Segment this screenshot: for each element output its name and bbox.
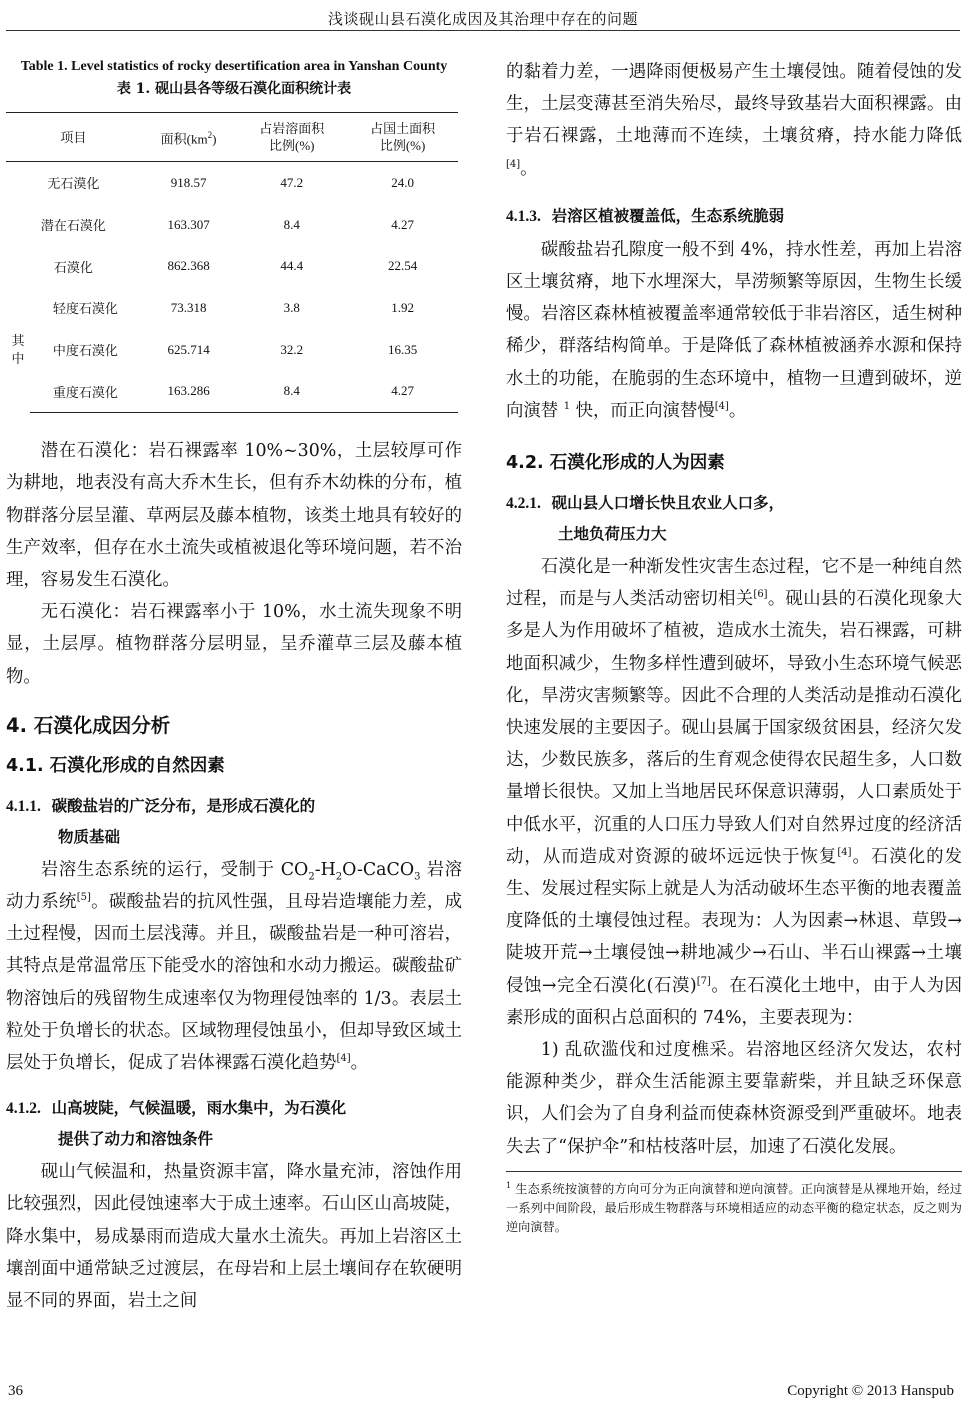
section-heading-4-1-2: 4.1.2. 山高坡陡，气候温暖，雨水集中，为石漠化 提供了动力和溶蚀条件: [6, 1099, 347, 1149]
header-karst-ratio: 占岩溶面积 比例(%): [236, 113, 347, 162]
paragraph-4-2-1: 石漠化是一种渐发性灾害生态过程，它不是一种纯自然过程，而是与人类活动密切相关[6]。砚山县的石漠化现象大多是人为作用破坏了植被，造成水土流失，岩石裸露，可耕地面积减少，生物多样性遭到破坏，导致小生态环境气候恶化，旱涝灾害频繁等。因此不合理的人类活动是推动石漠化快速发展的主要因子。砚山县属于国家级贫困县，经济欠发达，少数民族多，落后的生育观念使得农民超生多，人口数量增长很快。又加上当地居民环保意识薄弱，人口素质处于中低水平，沉重的人口压力导致人们对自然界过度的经济活动，从而造成对资源的破坏远远快于恢复[4]。石漠化的发生、发展过程实际上就是人为活动破坏生态平衡的地表覆盖度降低的土壤侵蚀过程。表现为：人为因素→林退、草毁→陡坡开荒→土壤侵蚀→耕地减少→石山、半石山裸露→土壤侵蚀→完全石漠化(石漠)[7]。在石漠化土地中，由于人为因素形成的面积占总面积的 74%，主要表现为：: [506, 557, 962, 1028]
table-row: 其 中 轻度石漠化 73.318 3.8 1.92: [6, 287, 458, 329]
table-row: 重度石漠化 163.286 8.4 4.27: [6, 370, 458, 412]
table-row: 石漠化 862.368 44.4 22.54: [53, 258, 418, 275]
paragraph-continuation: 的黏着力差，一遇降雨便极易产生土壤侵蚀。随着侵蚀的发生，土层变薄甚至消失殆尽，最终导致基岩大面积裸露。由于岩石裸露，土地薄而不连续，土壤贫瘠，持水能力降低[4]。: [506, 62, 962, 179]
page-number: 36: [8, 1383, 23, 1399]
left-column: [6, 42, 462, 1317]
table-row: 中度石漠化 625.714 32.2 16.35: [52, 341, 418, 359]
section-heading-4-1-3: 4.1.3. 岩溶区植被覆盖低，生态系统脆弱: [506, 206, 785, 225]
header-rule: [6, 30, 960, 31]
section-heading-4-2: 4.2. 石漠化形成的人为因素: [506, 453, 725, 474]
right-column: [506, 42, 962, 1237]
paragraph-4-1-2: 砚山气候温和，热量资源丰富，降水量充沛，溶蚀作用比较强烈，因此侵蚀速率大于成土速率。石山区山高坡陡，降水集中，易成暴雨而造成大量水土流失。再加上岩溶区土壤剖面中通常缺乏过渡层，在母岩和上层土壤间存在软硬明显不同的界面，岩土之间: [6, 1162, 462, 1311]
copyright: Copyright © 2013 Hanspub: [787, 1383, 954, 1399]
header-item: 项目: [6, 113, 141, 162]
section-heading-4-2-1: 4.2.1. 砚山县人口增长快且农业人口多， 土地负荷压力大: [506, 494, 785, 544]
section-heading-4-1: 4.1. 石漠化形成的自然因素: [6, 755, 225, 776]
table-row: 无石漠化 918.57 47.2 24.0: [47, 174, 414, 192]
footnote-rule: [506, 1171, 962, 1172]
group-label: 其 中: [11, 332, 25, 366]
table-caption-zh: 表 1. 砚山县各等级石漠化面积统计表: [116, 81, 352, 97]
header-area: 面积$(km^2)$: [141, 113, 237, 162]
paragraph-item-1: 1) 乱砍滥伐和过度樵采。岩溶地区经济欠发达，农村能源种类少，群众生活能源主要靠薪柴，并且缺乏环保意识，人们会为了自身利益而使森林资源受到严重破坏。地表失去了“保护伞”和枯枝落叶层，加速了石漠化发展。: [506, 1040, 962, 1157]
area-statistics-table: [6, 112, 458, 413]
table-row: 潜在石漠化 163.307 8.4 4.27: [40, 216, 414, 234]
section-heading-4: 4. 石漠化成因分析: [6, 713, 171, 737]
table-header-row: [6, 113, 458, 162]
paragraph-4-1-1: 岩溶生态系统的运行，受制于 $CO_2-H_2O-CaCO_3$ 岩溶动力系统[5]。碳酸盐岩的抗风性强，且母岩造壤能力差，成土过程慢，因而土层浅薄。并且，碳酸盐岩是一种可溶岩，其特点是常温常压下能受水的溶蚀和水动力搬运。碳酸盐矿物溶蚀后的残留物生成速率仅为物理侵蚀率的 1/3。表层土粒处于负增长的状态。区域物理侵蚀虽小，但却导致区域土层处于负增长，促成了岩体裸露石漠化趋势[4]。: [6, 859, 463, 1073]
table-caption-en: Table 1. Level statistics of rocky desertification area in Yanshan County: [20, 59, 448, 74]
running-head: 浅谈砚山县石漠化成因及其治理中存在的问题: [327, 10, 638, 28]
section-heading-4-1-1: 4.1.1. 碳酸盐岩的广泛分布，是形成石漠化的 物质基础: [6, 796, 316, 846]
paragraph-4-1-3: 碳酸盐岩孔隙度一般不到 4%，持水性差，再加上岩溶区土壤贫瘠，地下水埋深大，旱涝频繁等原因，生物生长缓慢。岩溶区森林植被覆盖率通常较低于非岩溶区，适生树种稀少，群落结构简单。于是降低了森林植被涵养水源和保持水土的功能，在脆弱的生态环境中，植物一旦遭到破坏，逆向演替 $^1$ 快，而正向演替慢[4]。: [506, 239, 962, 421]
paragraph-none: 无石漠化：岩石裸露率小于 10%，水土流失现象不明显，土层厚。植物群落分层明显，呈乔灌草三层及藤本植物。: [6, 602, 462, 687]
paragraph-potential: 潜在石漠化：岩石裸露率 10%~30%，土层较厚可作为耕地，地表没有高大乔木生长，但有乔木幼株的分布，植物群落分层呈灌、草两层及藤本植物，该类土地具有较好的生产效率，但存在水土流失或植被退化等环境问题，若不治理，容易发生石漠化。: [6, 441, 462, 590]
header-land-ratio: 占国土面积 比例(%): [347, 113, 458, 162]
footnote: $^1$ 生态系统按演替的方向可分为正向演替和逆向演替。正向演替是从裸地开始，经过一系列中间阶段，最后形成生物群落与环境相适应的动态平衡的稳定状态，反之则为逆向演替。: [506, 1180, 963, 1234]
